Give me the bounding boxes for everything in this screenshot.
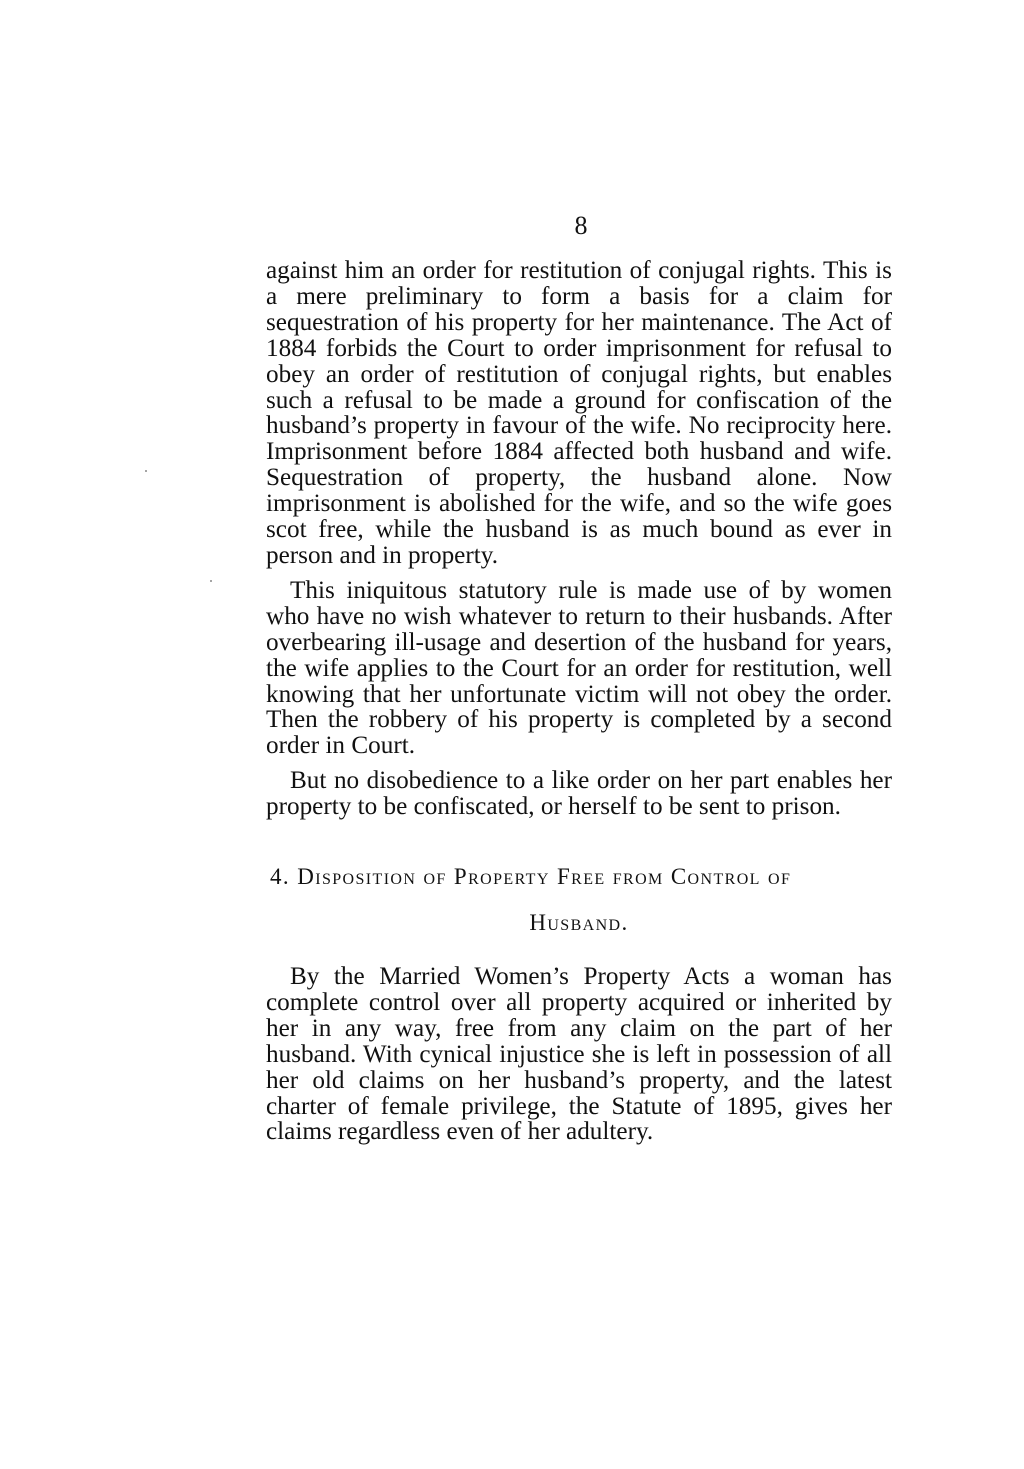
section-paragraph-1: By the Married Women’s Property Acts a woman has complete control over all property acquired or inherited by her in any way, free from any claim on the part of her husband. With cynical injustice she is left in possession of all her old claims on her husband’s property, and the latest charter of female privilege, the Statute of 1895, gives her claims regardless even of her adultery.: [266, 963, 892, 1146]
scan-speck: [210, 580, 212, 582]
document-page: [266, 210, 892, 1145]
page-number: 8: [574, 211, 588, 240]
section-heading-line-1: 4. Disposition of Property Free from Control of: [270, 864, 792, 890]
section-heading-line-2: Husband.: [529, 910, 629, 936]
section-heading: [266, 864, 892, 936]
scan-speck: [145, 470, 147, 472]
paragraph-2: This iniquitous statutory rule is made use of by women who have no wish whatever to return to their husbands. After overbearing ill-usage and desertion of the husband for years, the wife applies to the Court for an order for restitution, well knowing that her unfortunate victim will not obey the order. Then the robbery of his property is completed by a second order in Court.: [266, 576, 892, 760]
paragraph-3: But no disobedience to a like order on her part enables her property to be confiscated, or herself to be sent to prison.: [266, 767, 892, 821]
paragraph-1: against him an order for restitution of conjugal rights. This is a mere preliminary to form a basis for a claim for sequestration of his property for her maintenance. The Act of 1884 forbids the Court to order imprisonment for refusal to obey an order of restitution of conjugal rights, but enables such a refusal to be made a ground for confiscation of the husband’s property in favour of the wife. No reciprocity here. Imprisonment before 1884 affected both husband and wife. Sequestration of property, the husband alone. Now imprisonment is abolished for the wife, and so the wife goes scot free, while the husband is as much bound as ever in person and in property.: [266, 257, 892, 569]
